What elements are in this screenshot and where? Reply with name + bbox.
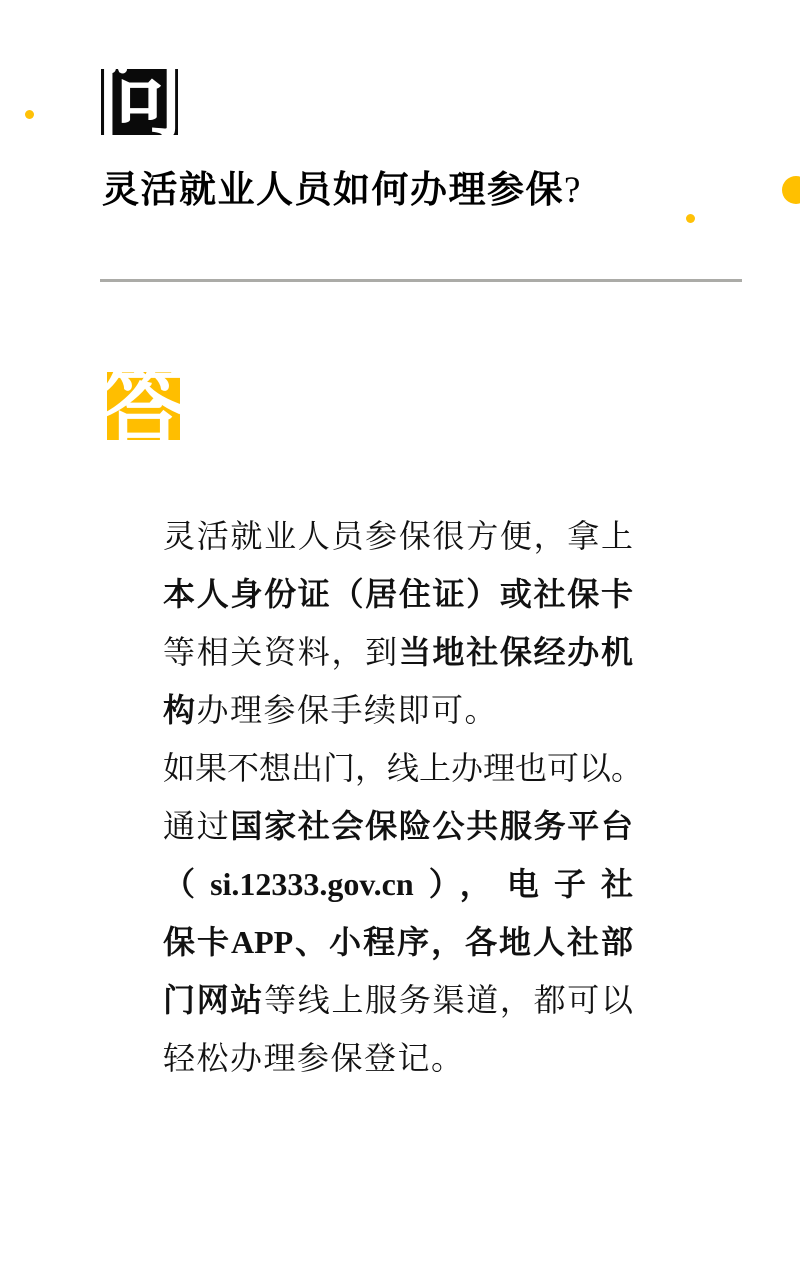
text-segment: 灵活就业人员参保很方便，拿上 — [163, 518, 633, 554]
answer-body — [163, 507, 644, 1087]
text-line — [163, 681, 633, 739]
paragraph — [163, 739, 644, 1087]
decor-dot-icon — [25, 110, 34, 119]
text-line — [163, 1029, 633, 1087]
text-line — [163, 855, 633, 913]
title-question-mark: ? — [564, 170, 581, 211]
bold-text-segment: 保卡APP、小程序，各地人社部 — [163, 924, 633, 960]
question-badge-char: 问 — [95, 53, 184, 150]
answer-badge — [100, 358, 187, 454]
answer-badge-char: 答 — [100, 358, 187, 454]
text-line — [163, 565, 633, 623]
text-segment: 如果不想出门，线上办理也可以。 — [163, 750, 644, 786]
text-line — [163, 739, 644, 797]
divider-line — [100, 279, 742, 282]
text-segment: 通过 — [163, 808, 231, 844]
bold-text-segment: 门网站 — [163, 982, 265, 1018]
decor-circle-icon — [782, 176, 800, 204]
text-line — [163, 623, 633, 681]
text-segment: 轻松办理参保登记。 — [163, 1040, 465, 1076]
text-line — [163, 507, 633, 565]
text-line — [163, 913, 633, 971]
page-title — [102, 166, 580, 215]
paragraph — [163, 507, 633, 739]
question-badge — [95, 53, 184, 150]
bold-text-segment: 本人身份证（居住证）或社保卡 — [163, 576, 633, 612]
text-line — [163, 971, 633, 1029]
bold-text-segment: 当地社保经办机 — [398, 634, 633, 670]
page-title-text: 灵活就业人员如何办理参保 — [102, 169, 564, 210]
text-segment: 等线上服务渠道，都可以 — [264, 982, 633, 1018]
bold-text-segment: 构 — [163, 692, 197, 728]
text-line — [163, 797, 633, 855]
text-segment: 办理参保手续即可。 — [196, 692, 499, 728]
decor-dot-icon — [686, 214, 695, 223]
text-segment: 等相关资料，到 — [163, 634, 399, 670]
bold-text-segment: 国家社会保险公共服务平台 — [230, 808, 633, 844]
bold-text-segment: （si.12333.gov.cn），电子社 — [163, 866, 633, 902]
